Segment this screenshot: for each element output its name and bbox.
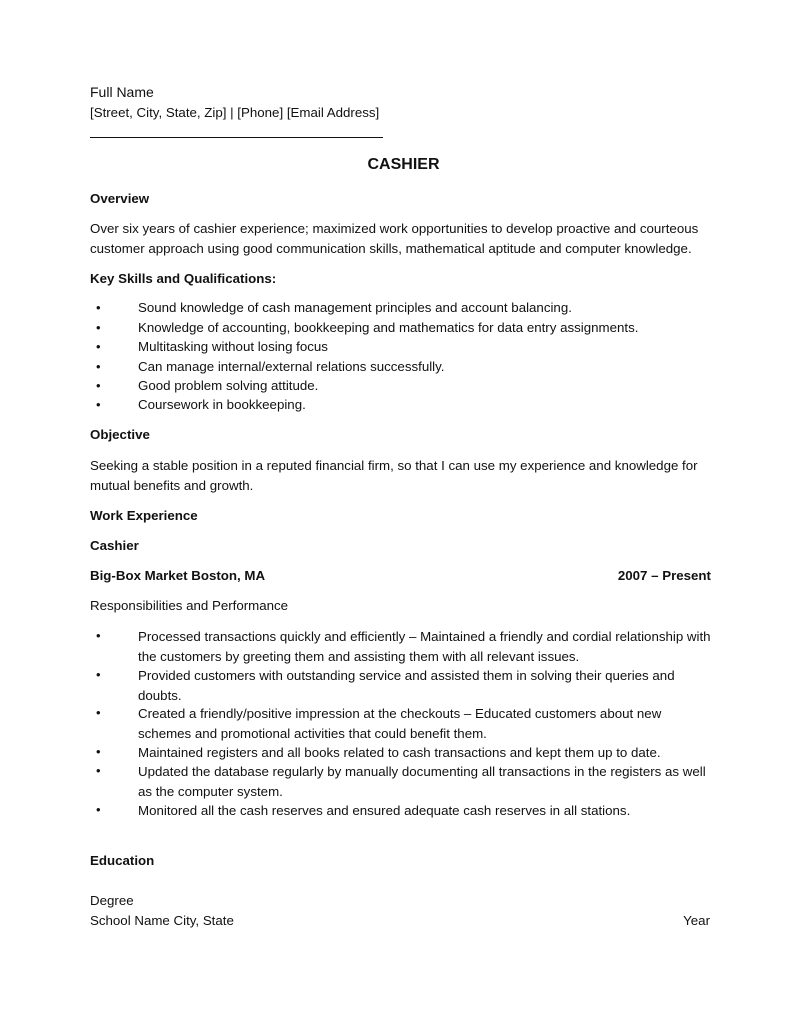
responsibilities-heading: Responsibilities and Performance [90,598,289,613]
full-name: Full Name [90,84,154,100]
objective-text: Seeking a stable position in a reputed financial firm, so that I can use my experience and knowledge for mutual benefits and growth. [90,458,698,493]
list-item: Processed transactions quickly and efficiently – Maintained a friendly and cordial relationship with the customers by greeting them and assisting them with all relevant issues. [138,629,711,664]
bullet-icon: • [96,763,101,778]
header-divider [90,137,383,138]
list-item: Multitasking without losing focus [138,339,328,354]
bullet-icon: • [96,300,101,315]
list-item: Provided customers with outstanding service and assisted them in solving their queries and doubts. [138,668,675,703]
bullet-icon: • [96,397,101,412]
list-item: Can manage internal/external relations successfully. [138,359,445,374]
bullet-icon: • [96,744,101,759]
bullet-icon: • [96,802,101,817]
bullet-icon: • [96,667,101,682]
job-title: Cashier [90,538,139,553]
bullet-icon: • [96,320,101,335]
skills-heading: Key Skills and Qualifications: [90,271,277,286]
list-item: Created a friendly/positive impression at the checkouts – Educated customers about new schemes and promotional activities that could benefit them. [138,706,662,741]
page-title: CASHIER [367,156,440,173]
contact-info: [Street, City, State, Zip] | [Phone] [Email Address] [90,105,380,120]
bullet-icon: • [96,359,101,374]
objective-heading: Objective [90,427,150,442]
overview-heading: Overview [90,191,150,206]
list-item: Maintained registers and all books related to cash transactions and kept them up to date. [138,745,661,760]
bullet-icon: • [96,339,101,354]
list-item: Coursework in bookkeeping. [138,397,306,412]
bullet-icon: • [96,628,101,643]
employer-location: Big-Box Market Boston, MA [90,568,266,583]
overview-text: Over six years of cashier experience; maximized work opportunities to develop proactive and courteous customer approach using good communication skills, mathematical aptitude and computer knowledge. [90,221,699,256]
education-year: Year [683,913,710,928]
list-item: Updated the database regularly by manually documenting all transactions in the registers as well as the computer system. [138,764,706,799]
employment-dates: 2007 – Present [617,568,711,583]
list-item: Monitored all the cash reserves and ensured adequate cash reserves in all stations. [138,803,631,818]
list-item: Sound knowledge of cash management principles and account balancing. [138,300,572,315]
degree: Degree [90,893,134,908]
school-location: School Name City, State [90,913,234,928]
list-item: Good problem solving attitude. [138,378,319,393]
education-heading: Education [90,853,155,868]
bullet-icon: • [96,705,101,720]
bullet-icon: • [96,378,101,393]
work-heading: Work Experience [90,508,198,523]
list-item: Knowledge of accounting, bookkeeping and mathematics for data entry assignments. [138,320,639,335]
